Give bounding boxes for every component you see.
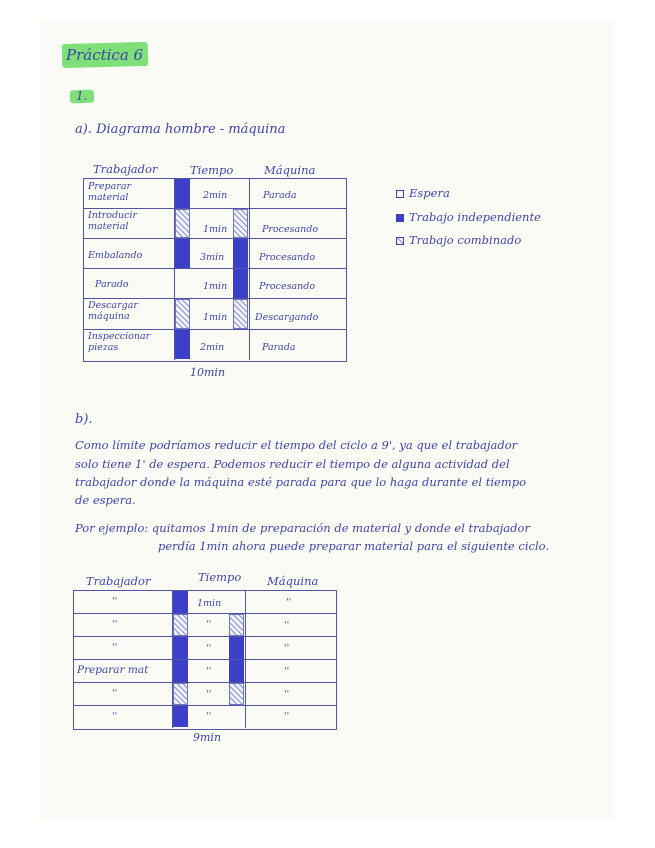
table2-worker-bar <box>173 591 188 613</box>
table2-worker-cell: '' <box>112 642 118 653</box>
table1-machine-cell: Descargando <box>255 312 319 323</box>
table2-time-cell: '' <box>206 643 212 654</box>
table2-row-line <box>73 613 336 614</box>
table1-worker-cell: Parado <box>95 279 129 290</box>
table2-worker-cell: '' <box>112 596 118 607</box>
table2-machine-cell: '' <box>286 597 292 608</box>
table1-worker-cell: Inspeccionar piezas <box>88 331 151 353</box>
table1-time-cell: 3min <box>200 252 225 263</box>
table1-header-worker: Trabajador <box>93 162 158 176</box>
paragraph1-line: Como límite podríamos reducir el tiempo del ciclo a 9', ya que el trabajador <box>75 438 518 452</box>
table2-total: 9min <box>193 731 222 744</box>
table2-time-cell: 1min <box>197 598 222 609</box>
paragraph1-line: solo tiene 1' de espera. Podemos reducir el tiempo de alguna actividad del <box>75 457 510 471</box>
table1-machine-cell: Parada <box>263 190 297 201</box>
table2-worker-cell: '' <box>112 711 118 722</box>
table1-worker-cell: Descargar máquina <box>88 300 138 322</box>
table2-row-line <box>73 636 336 637</box>
table2-machine-cell: '' <box>284 666 290 677</box>
table2-time-cell: '' <box>206 711 212 722</box>
table1-worker-bar <box>175 209 190 238</box>
table2-worker-cell: '' <box>112 688 118 699</box>
table1-total: 10min <box>190 366 226 379</box>
part-a-heading: a). Diagrama hombre - máquina <box>75 122 286 137</box>
table1-worker-cell: Embalando <box>88 250 143 261</box>
table2-machine-bar <box>229 683 244 705</box>
table2-machine-cell: '' <box>284 620 290 631</box>
table1-worker-bar <box>175 330 190 359</box>
table2-row-line <box>73 682 336 683</box>
legend-combined-label: Trabajo combinado <box>409 233 522 247</box>
exercise-number: 1. <box>76 89 88 103</box>
table2-header-worker: Trabajador <box>86 574 151 588</box>
table1-machine-cell: Parada <box>262 342 296 353</box>
paragraph2-line: Por ejemplo: quitamos 1min de preparación de material y donde el trabajador <box>75 521 530 535</box>
table1-machine-cell: Procesando <box>259 281 316 292</box>
table1-machine-bar <box>233 269 248 298</box>
paragraph2-line: perdía 1min ahora puede preparar material para el siguiente ciclo. <box>158 539 550 553</box>
table2-machine-cell: '' <box>284 643 290 654</box>
table2-machine-cell: '' <box>284 689 290 700</box>
legend-wait-swatch <box>396 190 404 198</box>
table2-time-cell: '' <box>206 619 212 630</box>
table1-machine-cell: Procesando <box>262 224 319 235</box>
part-b-heading: b). <box>75 412 93 427</box>
table1-row-line <box>83 238 346 239</box>
table1-divider <box>249 178 250 360</box>
table1-time-cell: 2min <box>203 190 228 201</box>
table1-machine-bar <box>233 299 248 329</box>
table1-header-machine: Máquina <box>264 163 316 177</box>
table2-worker-bar <box>173 614 188 636</box>
table1-machine-bar <box>233 239 248 268</box>
legend-independent-label: Trabajo independiente <box>409 210 541 224</box>
table1-worker-cell: Introducir material <box>88 210 138 232</box>
table2-time-cell: '' <box>206 689 212 700</box>
table1-machine-bar <box>233 209 248 238</box>
table1-time-cell: 1min <box>203 312 228 323</box>
table1-worker-cell: Preparar material <box>88 181 132 203</box>
legend-independent-swatch <box>396 214 404 222</box>
table2-header-machine: Máquina <box>267 574 319 588</box>
page-title: Práctica 6 <box>66 46 144 64</box>
table1-time-cell: 1min <box>203 224 228 235</box>
table2-row-line <box>73 659 336 660</box>
table2-machine-bar <box>229 614 244 636</box>
table1-machine-cell: Procesando <box>259 252 316 263</box>
table2-frame <box>73 590 337 730</box>
table2-machine-cell: '' <box>284 711 290 722</box>
table2-worker-cell: Preparar mat <box>77 664 149 676</box>
table2-worker-bar <box>173 637 188 659</box>
table1-header-time: Tiempo <box>190 163 234 177</box>
table1-worker-bar <box>175 239 190 268</box>
table2-time-cell: '' <box>206 666 212 677</box>
table2-header-time: Tiempo <box>198 570 242 584</box>
table2-worker-cell: '' <box>112 619 118 630</box>
table1-worker-bar <box>175 179 190 208</box>
table2-worker-bar <box>173 660 188 682</box>
legend-wait-label: Espera <box>409 186 450 200</box>
table2-machine-bar <box>229 637 244 659</box>
table2-worker-bar <box>173 706 188 727</box>
table1-row-line <box>83 298 346 299</box>
table1-row-line <box>83 268 346 269</box>
table1-row-line <box>83 329 346 330</box>
table2-row-line <box>73 705 336 706</box>
table2-machine-bar <box>229 660 244 682</box>
table1-worker-bar <box>175 299 190 329</box>
table1-row-line <box>83 208 346 209</box>
legend-combined-swatch <box>396 237 404 245</box>
paragraph1-line: de espera. <box>75 493 136 507</box>
table1-time-cell: 2min <box>200 342 225 353</box>
table1-time-cell: 1min <box>203 281 228 292</box>
table2-worker-bar <box>173 683 188 705</box>
paragraph1-line: trabajador donde la máquina esté parada para que lo haga durante el tiempo <box>75 475 527 489</box>
